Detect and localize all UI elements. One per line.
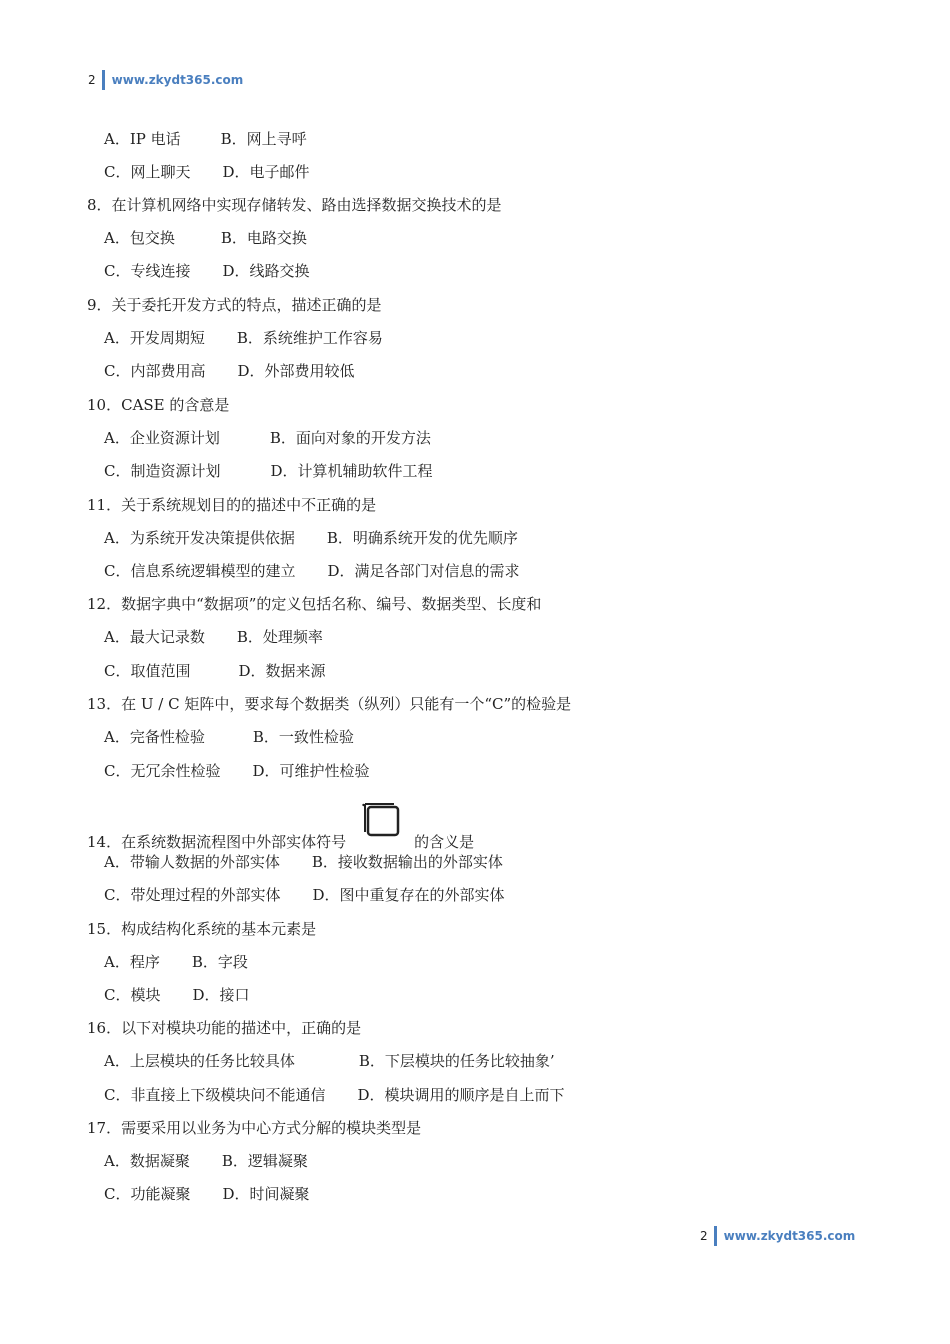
option-b-text: B．面向对象的开发方法 bbox=[269, 429, 431, 447]
option-b-text: B．一致性检验 bbox=[252, 728, 354, 746]
option-row bbox=[104, 885, 505, 905]
option-row bbox=[104, 1051, 555, 1071]
option-b-text: D．外部费用较低 bbox=[237, 362, 355, 380]
option-b-text: D．模块调用的顺序是自上而下 bbox=[357, 1086, 565, 1104]
footer-site-url[interactable]: www.zkydt365.com bbox=[723, 1229, 856, 1243]
option-row bbox=[104, 162, 310, 182]
option-row bbox=[104, 228, 307, 248]
option-a-text: A．企业资源计划 bbox=[104, 429, 220, 447]
option-a-text: A．开发周期短 bbox=[104, 329, 205, 347]
option-a-text: C．模块 bbox=[104, 986, 161, 1004]
option-a-text: C．功能凝聚 bbox=[104, 1185, 191, 1203]
question-stem: 15．构成结构化系统的基本元素是 bbox=[87, 920, 317, 938]
option-row bbox=[104, 761, 370, 781]
option-a-text: C．信息系统逻辑模型的建立 bbox=[104, 562, 296, 580]
page-footer bbox=[700, 1226, 855, 1246]
option-row bbox=[104, 461, 433, 481]
option-a-text: C．制造资源计划 bbox=[104, 462, 221, 480]
option-row bbox=[104, 661, 326, 681]
option-b-text: B．逻辑凝聚 bbox=[221, 1152, 308, 1170]
option-a-text: A．包交换 bbox=[104, 229, 175, 247]
question-stem: 17．需要采用以业务为中心方式分解的模块类型是 bbox=[87, 1119, 422, 1137]
option-a-text: A．为系统开发决策提供依据 bbox=[104, 529, 295, 547]
option-a-text: A．完备性检验 bbox=[104, 728, 205, 746]
option-row bbox=[104, 528, 518, 548]
option-row bbox=[104, 727, 354, 747]
option-b-text: D．计算机辅助软件工程 bbox=[270, 462, 433, 480]
question-stem-part1: 14．在系统数据流程图中外部实体符号 bbox=[87, 833, 347, 851]
option-a-text: C．网上聊天 bbox=[104, 163, 191, 181]
option-row bbox=[104, 261, 310, 281]
option-row bbox=[104, 428, 431, 448]
option-a-text: A．上层模块的任务比较具体 bbox=[104, 1052, 295, 1070]
option-b-text: D．线路交换 bbox=[222, 262, 310, 280]
option-b-text: B．网上寻呼 bbox=[220, 130, 307, 148]
option-row bbox=[104, 561, 520, 581]
header-divider bbox=[102, 70, 105, 90]
header-site-url[interactable]: www.zkydt365.com bbox=[111, 73, 244, 87]
footer-page-number: 2 bbox=[700, 1229, 708, 1243]
option-a-text: C．专线连接 bbox=[104, 262, 191, 280]
option-a-text: C．取值范围 bbox=[104, 662, 191, 680]
option-row bbox=[104, 985, 250, 1005]
option-b-text: D．时间凝聚 bbox=[222, 1185, 310, 1203]
option-row bbox=[104, 1085, 565, 1105]
option-row bbox=[104, 1184, 310, 1204]
option-row bbox=[104, 627, 323, 647]
option-b-text: D．数据来源 bbox=[238, 662, 326, 680]
option-a-text: A．数据凝聚 bbox=[104, 1152, 190, 1170]
question-stem-part2: 的含义是 bbox=[414, 833, 475, 851]
question-stem: 12．数据字典中“数据项”的定义包括名称、编号、数据类型、长度和 bbox=[87, 595, 542, 613]
option-b-text: B．明确系统开发的优先顺序 bbox=[326, 529, 518, 547]
option-b-text: B．字段 bbox=[191, 953, 248, 971]
external-entity-symbol-icon bbox=[362, 819, 400, 851]
option-b-text: B．接收数据输出的外部实体 bbox=[311, 853, 503, 871]
option-b-text: D．接口 bbox=[192, 986, 250, 1004]
question-stem: 11．关于系统规划目的的描述中不正确的是 bbox=[87, 496, 377, 514]
option-a-text: A．程序 bbox=[104, 953, 160, 971]
option-row bbox=[104, 361, 355, 381]
option-b-text: B．系统维护工作容易 bbox=[236, 329, 383, 347]
footer-divider bbox=[714, 1226, 717, 1246]
option-row bbox=[104, 852, 503, 872]
option-row bbox=[104, 952, 248, 972]
option-b-text: D．电子邮件 bbox=[222, 163, 310, 181]
option-b-text: D．图中重复存在的外部实体 bbox=[312, 886, 505, 904]
option-b-text: B．处理频率 bbox=[236, 628, 323, 646]
option-a-text: C．内部费用高 bbox=[104, 362, 206, 380]
question-stem: 9．关于委托开发方式的特点，描述正确的是 bbox=[87, 296, 382, 314]
option-b-text: B．电路交换 bbox=[220, 229, 307, 247]
option-a-text: C．带处理过程的外部实体 bbox=[104, 886, 281, 904]
option-b-text: B．下层模块的任务比较抽象’ bbox=[358, 1052, 555, 1070]
page-header bbox=[88, 70, 243, 90]
option-a-text: A．IP 电话 bbox=[104, 130, 181, 148]
question-stem-with-symbol bbox=[87, 819, 475, 851]
header-page-number: 2 bbox=[88, 73, 96, 87]
option-row bbox=[104, 129, 307, 149]
option-row bbox=[104, 1151, 308, 1171]
option-row bbox=[104, 328, 383, 348]
question-stem: 8．在计算机网络中实现存储转发、路由选择数据交换技术的是 bbox=[87, 196, 502, 214]
option-a-text: A．最大记录数 bbox=[104, 628, 205, 646]
option-a-text: C．非直接上下级模块问不能通信 bbox=[104, 1086, 326, 1104]
option-a-text: A．带输人数据的外部实体 bbox=[104, 853, 280, 871]
question-stem: 10．CASE 的含意是 bbox=[87, 396, 230, 414]
option-a-text: C．无冗余性检验 bbox=[104, 762, 221, 780]
question-stem: 16．以下对模块功能的描述中，正确的是 bbox=[87, 1019, 362, 1037]
option-b-text: D．满足各部门对信息的需求 bbox=[327, 562, 520, 580]
question-stem: 13．在 U / C 矩阵中，要求每个数据类（纵列）只能有一个“C”的检验是 bbox=[87, 695, 572, 713]
option-b-text: D．可维护性检验 bbox=[252, 762, 370, 780]
